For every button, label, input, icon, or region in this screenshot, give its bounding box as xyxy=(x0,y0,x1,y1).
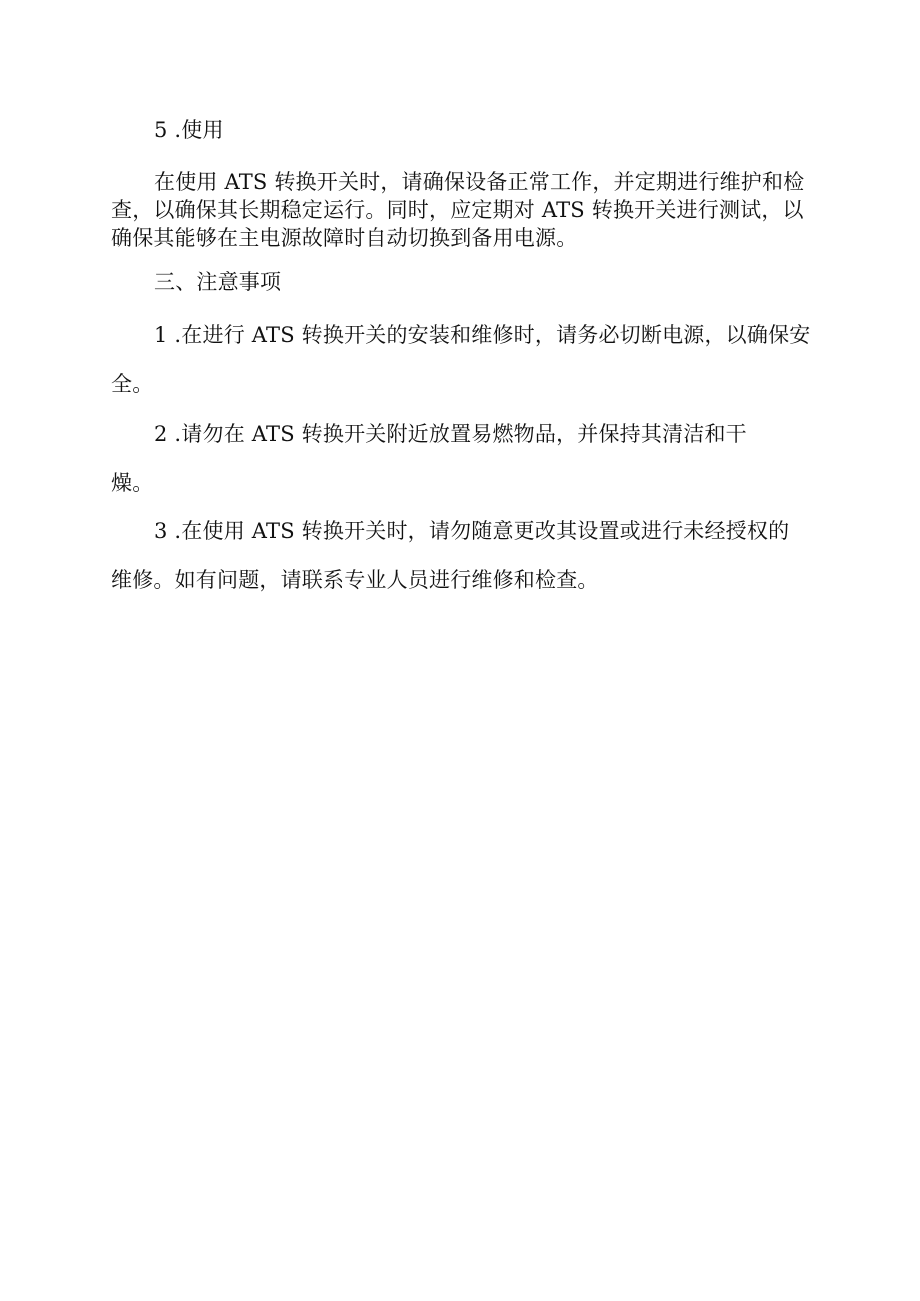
section-5-heading: 5 .使用 xyxy=(154,118,224,142)
note-item-1-line-2: 全。 xyxy=(111,372,154,396)
usage-paragraph-line-2: 查，以确保其长期稳定运行。同时，应定期对 ATS 转换开关进行测试，以 xyxy=(111,198,804,222)
usage-paragraph-line-1: 在使用 ATS 转换开关时，请确保设备正常工作，并定期进行维护和检 xyxy=(154,170,805,194)
note-item-2-line-1: 2 .请勿在 ATS 转换开关附近放置易燃物品，并保持其清洁和干 xyxy=(154,422,747,446)
note-item-1-line-1: 1 .在进行 ATS 转换开关的安装和维修时，请务必切断电源，以确保安 xyxy=(154,323,811,347)
notes-heading: 三、注意事项 xyxy=(154,270,282,294)
usage-paragraph-line-3: 确保其能够在主电源故障时自动切换到备用电源。 xyxy=(111,226,578,250)
note-item-2-line-2: 燥。 xyxy=(111,471,154,495)
note-item-3-line-2: 维修。如有问题，请联系专业人员进行维修和检查。 xyxy=(111,568,599,592)
note-item-3-line-1: 3 .在使用 ATS 转换开关时，请勿随意更改其设置或进行未经授权的 xyxy=(154,519,790,543)
